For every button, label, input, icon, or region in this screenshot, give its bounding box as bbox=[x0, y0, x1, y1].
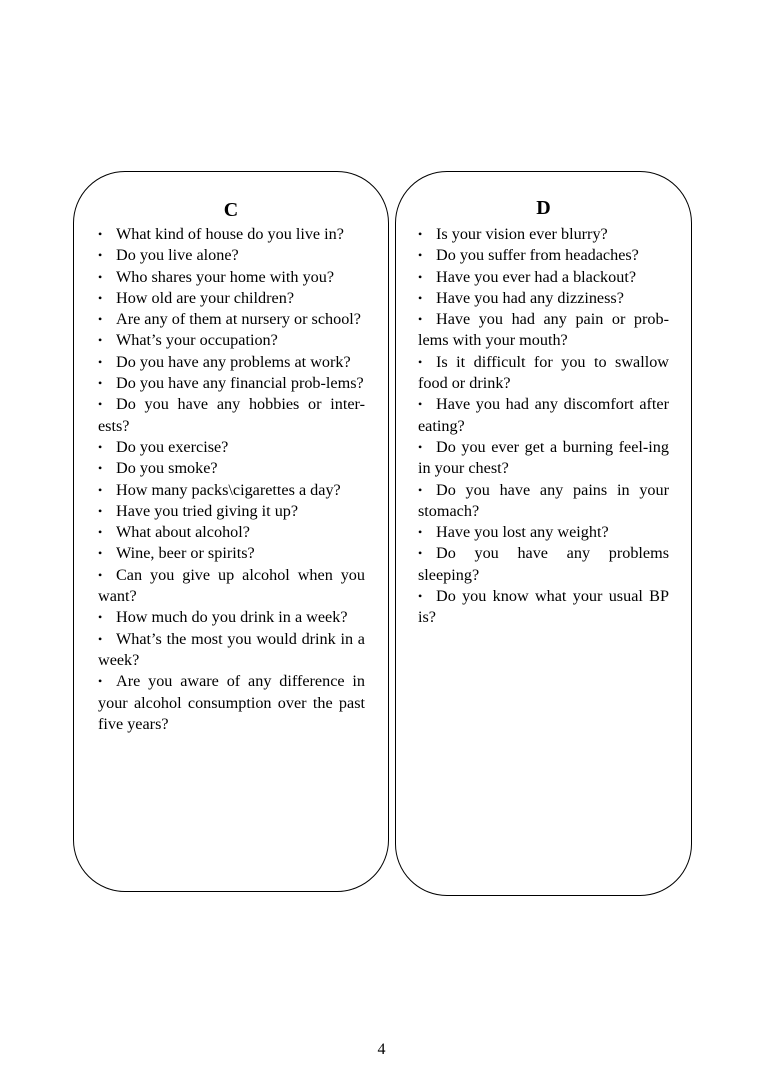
list-item bbox=[98, 288, 365, 309]
list-item bbox=[418, 288, 669, 309]
list-item bbox=[98, 565, 365, 608]
list-item bbox=[98, 224, 365, 245]
list-item bbox=[98, 352, 365, 373]
question-card-d bbox=[395, 171, 692, 896]
bullet-icon: • bbox=[98, 631, 103, 646]
question-text: Can you give up alcohol when you want? bbox=[98, 565, 365, 606]
question-text: What’s the most you would drink in a week? bbox=[98, 629, 365, 669]
bullet-icon: • bbox=[98, 546, 103, 561]
question-text: Have you had any pain or prob-lems with your mouth? bbox=[418, 310, 669, 350]
bullet-icon: • bbox=[98, 610, 103, 625]
question-text: Have you lost any weight? bbox=[436, 523, 609, 542]
page-number: 4 bbox=[377, 1041, 386, 1058]
list-item bbox=[98, 245, 365, 266]
bullet-icon: • bbox=[98, 482, 103, 497]
bullet-icon: • bbox=[98, 376, 103, 391]
bullet-icon: • bbox=[98, 439, 103, 454]
list-item bbox=[418, 394, 669, 437]
question-text: Do you know what your usual BP is? bbox=[418, 587, 669, 627]
bullet-icon: • bbox=[418, 482, 423, 497]
bullet-icon: • bbox=[418, 397, 423, 412]
list-item bbox=[98, 437, 365, 458]
list-item bbox=[418, 437, 669, 480]
list-item bbox=[418, 267, 669, 288]
question-text: Do you exercise? bbox=[116, 437, 229, 456]
bullet-icon: • bbox=[98, 567, 103, 582]
question-list bbox=[418, 224, 669, 629]
question-text: Do you ever get a burning feel-ing in your chest? bbox=[418, 437, 669, 478]
bullet-icon: • bbox=[98, 333, 103, 348]
question-text: Have you had any discomfort after eating? bbox=[418, 395, 669, 435]
question-text: Do you have any financial prob-lems? bbox=[116, 374, 364, 393]
question-text: How old are your children? bbox=[116, 288, 294, 307]
list-item bbox=[98, 522, 365, 543]
question-text: Is your vision ever blurry? bbox=[436, 225, 608, 243]
question-text: Do you have any hobbies or inter-ests? bbox=[98, 395, 365, 435]
list-item bbox=[98, 501, 365, 522]
list-item bbox=[98, 267, 365, 288]
bullet-icon: • bbox=[98, 269, 103, 284]
bullet-icon: • bbox=[98, 397, 103, 412]
bullet-icon: • bbox=[98, 674, 103, 689]
question-text: Do you have any pains in your stomach? bbox=[418, 480, 669, 520]
question-text: Do you live alone? bbox=[116, 246, 239, 265]
bullet-icon: • bbox=[98, 312, 103, 327]
list-item bbox=[98, 543, 365, 564]
bullet-icon: • bbox=[418, 525, 423, 540]
question-text: Do you smoke? bbox=[116, 459, 218, 478]
list-item bbox=[418, 352, 669, 395]
bullet-icon: • bbox=[98, 227, 103, 241]
question-text: What kind of house do you live in? bbox=[116, 225, 344, 243]
bullet-icon: • bbox=[418, 248, 423, 263]
question-card-c bbox=[73, 171, 389, 892]
question-text: How much do you drink in a week? bbox=[116, 608, 348, 627]
question-text: Do you have any problems at work? bbox=[116, 352, 351, 371]
question-text: How many packs\cigarettes a day? bbox=[116, 480, 341, 499]
bullet-icon: • bbox=[98, 503, 103, 518]
list-item bbox=[98, 629, 365, 672]
list-item bbox=[418, 245, 669, 266]
card-title: D bbox=[536, 197, 551, 219]
bullet-icon: • bbox=[418, 546, 423, 561]
card-title: C bbox=[223, 199, 239, 221]
list-item bbox=[98, 480, 365, 501]
question-text: What’s your occupation? bbox=[116, 331, 278, 350]
bullet-icon: • bbox=[418, 290, 423, 305]
list-item bbox=[98, 330, 365, 351]
bullet-icon: • bbox=[98, 354, 103, 369]
question-list bbox=[98, 224, 365, 735]
question-text: Do you have any problems sleeping? bbox=[418, 544, 669, 584]
question-text: Is it difficult for you to swallow food or drink? bbox=[418, 352, 669, 393]
list-item bbox=[418, 480, 669, 523]
question-text: Wine, beer or spirits? bbox=[116, 544, 255, 563]
bullet-icon: • bbox=[418, 269, 423, 284]
bullet-icon: • bbox=[98, 525, 103, 540]
question-text: Have you tried giving it up? bbox=[116, 501, 299, 520]
question-text: Have you had any dizziness? bbox=[436, 288, 624, 307]
list-item bbox=[98, 458, 365, 479]
bullet-icon: • bbox=[418, 312, 423, 327]
list-item bbox=[98, 309, 365, 330]
question-text: Who shares your home with you? bbox=[116, 267, 335, 286]
list-item bbox=[418, 543, 669, 586]
bullet-icon: • bbox=[418, 227, 423, 241]
list-item bbox=[98, 373, 365, 394]
bullet-icon: • bbox=[418, 439, 423, 454]
question-text: What about alcohol? bbox=[116, 523, 250, 542]
list-item bbox=[98, 607, 365, 628]
question-text: Do you suffer from headaches? bbox=[436, 246, 639, 265]
list-item bbox=[418, 522, 669, 543]
bullet-icon: • bbox=[418, 589, 423, 604]
list-item bbox=[418, 586, 669, 629]
bullet-icon: • bbox=[418, 354, 423, 369]
list-item bbox=[98, 394, 365, 437]
bullet-icon: • bbox=[98, 248, 103, 263]
question-text: Are any of them at nursery or school? bbox=[116, 310, 361, 329]
question-text: Are you aware of any difference in your alcohol consumption over the past five years? bbox=[98, 672, 365, 733]
list-item bbox=[418, 224, 669, 245]
list-item bbox=[418, 309, 669, 352]
question-text: Have you ever had a blackout? bbox=[436, 267, 637, 286]
bullet-icon: • bbox=[98, 290, 103, 305]
list-item bbox=[98, 671, 365, 735]
bullet-icon: • bbox=[98, 461, 103, 476]
